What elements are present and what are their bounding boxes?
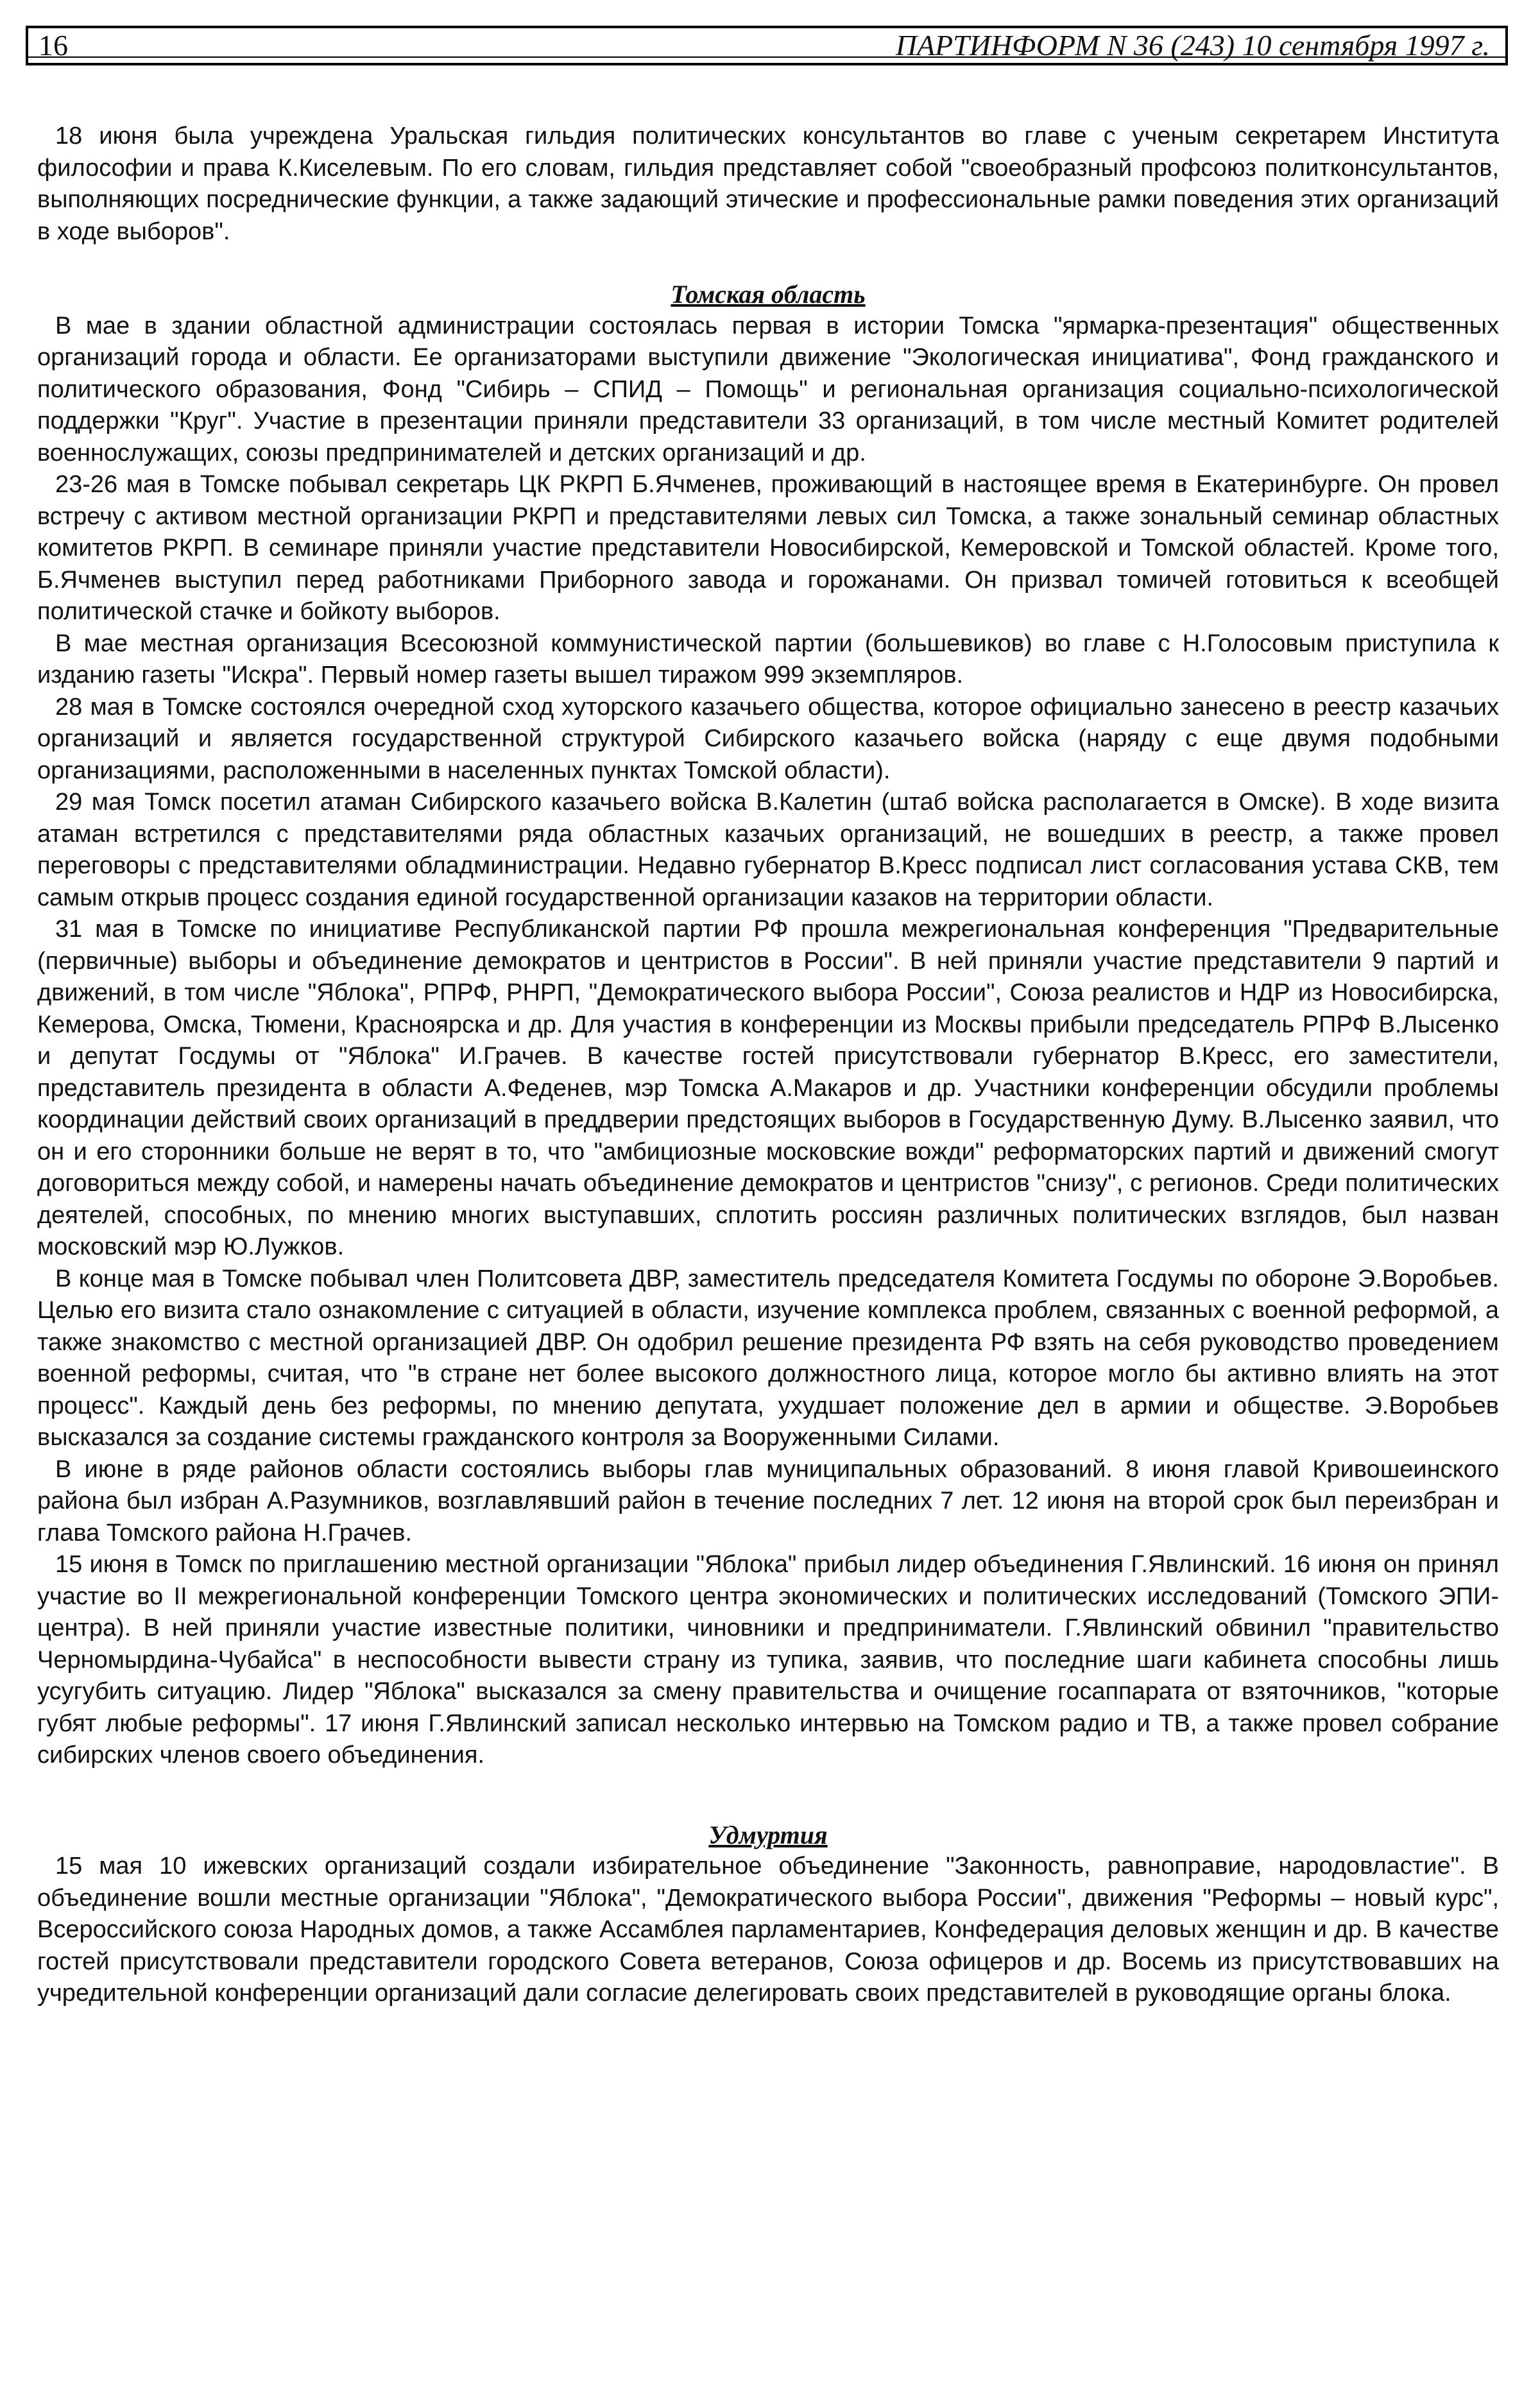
section-heading: Удмуртия [708,1820,828,1849]
page-number: 16 [38,29,68,62]
paragraph: 29 мая Томск посетил атаман Сибирского казачьего войска В.Калетин (штаб войска располагается в Омске). В ходе визита атаман встретился с представителями ряда областных казачьих организаций, не вошедших в реестр, а также провел переговоры с представителями обладминистрации. Недавно губернатор В.Кресс подписал лист согласования устава СКВ, тем самым открыв процесс создания единой государственной организации казаков на территории области. [37,789,1499,911]
issue-title: ПАРТИНФОРМ N 36 (243) 10 сентября 1997 г. [895,29,1490,62]
paragraph: 23-26 мая в Томске побывал секретарь ЦК РКРП Б.Ячменев, проживающий в настоящее время в Екатеринбурге. Он провел встречу с активом местной организации РКРП и представителями левых сил Томска, а также зональный семинар областных комитетов РКРП. В семинаре приняли участие представители Новосибирской, Кемеровской и Томской областей. Кроме того, Б.Ячменев выступил перед работниками Приборного завода и горожанами. Он призвал томичей готовиться к всеобщей политической стачке и бойкоту выборов. [37,471,1499,625]
page-header [26,26,1508,65]
section-heading: Томская область [671,280,866,309]
article-body [37,121,1499,2010]
section-spacer [37,248,1499,278]
paragraph: В мае в здании областной администрации состоялась первая в истории Томска "ярмарка-презентация" общественных организаций города и области. Ее организаторами выступили движение "Экологическая инициатива", Фонд гражданского и политического образования, Фонд "Сибирь – СПИД – Помощь" и региональная организация социально-психологической поддержки "Круг". Участие в презентации приняли представители 33 организаций, в том числе местный Комитет родителей военнослужащих, союзы предпринимателей и детских организаций и др. [37,312,1499,467]
paragraph: 31 мая в Томске по инициативе Республиканской партии РФ прошла межрегиональная конференция "Предварительные (первичные) выборы и объединение демократов и центристов в России". В ней приняли участие представители 9 партий и движений, в том числе "Яблока", РПРФ, РНРП, "Демократического выбора России", Союза реалистов и НДР из Новосибирска, Кемерова, Омска, Тюмени, Красноярска и др. Для участия в конференции из Москвы прибыли председатель РПРФ В.Лысенко и депутат Госдумы от "Яблока" И.Грачев. В качестве гостей присутствовали губернатор В.Кресс, его заместители, представитель президента в области А.Феденев, мэр Томска А.Макаров и др. Участники конференции обсудили проблемы координации действий своих организаций в преддверии предстоящих выборов в Государственную Думу. В.Лысенко заявил, что он и его сторонники больше не верят в то, что "амбициозные московские вожди" реформаторских партий и движений смогут договориться между собой, и намерены начать объединение демократов и центристов "снизу", с регионов. Среди политических деятелей, способных, по мнению многих выступавших, сплотить россиян различных политических взглядов, был назван московский мэр Ю.Лужков. [37,916,1499,1260]
paragraph: В конце мая в Томске побывал член Политсовета ДВР, заместитель председателя Комитета Госдумы по обороне Э.Воробьев. Целью его визита стало ознакомление с ситуацией в области, изучение комплекса проблем, связанных с военной реформой, а также знакомство с местной организацией ДВР. Он одобрил решение президента РФ взять на себя руководство проведением военной реформы, считая, что "в стране нет более высокого должностного лица, которое могло бы активно влиять на этот процесс". Каждый день без реформы, по мнению депутата, ухудшает положение дел в армии и обществе. Э.Воробьев высказался за создание системы гражданского контроля за Вооруженными Силами. [37,1265,1499,1451]
section-udmurtia [37,1819,1499,2010]
section-spacer [37,1772,1499,1819]
paragraph: В мае местная организация Всесоюзной коммунистической партии (большевиков) во главе с Н.Голосовым приступила к изданию газеты "Искра". Первый номер газеты вышел тиражом 999 экземпляров. [37,630,1499,689]
section-tomsk [37,278,1499,1772]
paragraph: 28 мая в Томске состоялся очередной сход хуторского казачьего общества, которое официально занесено в реестр казачьих организаций и является государственной структурой Сибирского казачьего войска (наряду с еще двумя подобными организациями, расположенными в населенных пунктах Томской области). [37,693,1499,784]
paragraph: В июне в ряде районов области состоялись выборы глав муниципальных образований. 8 июня главой Кривошеинского района был избран А.Разумников, возглавлявший район в течение последних 7 лет. 12 июня на второй срок был переизбран и глава Томского района Н.Грачев. [37,1455,1499,1547]
paragraph: 15 июня в Томск по приглашению местной организации "Яблока" прибыл лидер объединения Г.Явлинский. 16 июня он принял участие во II межрегиональной конференции Томского центра экономических и политических исследований (Томского ЭПИ-центра). В ней приняли участие известные политики, чиновники и предприниматели. Г.Явлинский обвинил "правительство Черномырдина-Чубайса" в неспособности вывести страну из тупика, заявив, что последние шаги кабинета способны лишь усугубить ситуацию. Лидер "Яблока" высказался за смену правительства и очищение госаппарата от взяточников, "которые губят любые реформы". 17 июня Г.Явлинский записал несколько интервью на Томском радио и ТВ, а также провел собрание сибирских членов своего объединения. [37,1551,1499,1769]
paragraph: 18 июня была учреждена Уральская гильдия политических консультантов во главе с ученым секретарем Института философии и права К.Киселевым. По его словам, гильдия представляет собой "своеобразный профсоюз политконсультантов, выполняющих посреднические функции, а также задающий этические и профессиональные рамки поведения этих организаций в ходе выборов". [37,123,1499,245]
paragraph: 15 мая 10 ижевских организаций создали избирательное объединение "Законность, равноправие, народовластие". В объединение вошли местные организации "Яблока", "Демократического выбора России", движения "Реформы – новый курс", Всероссийского союза Народных домов, а также Ассамблея парламентариев, Конфедерация деловых женщин и др. В качестве гостей присутствовали представители городского Совета ветеранов, Союза офицеров и др. Восемь из присутствовавших на учредительной конференции организаций дали согласие делегировать своих представителей в руководящие органы блока. [37,1853,1499,2007]
